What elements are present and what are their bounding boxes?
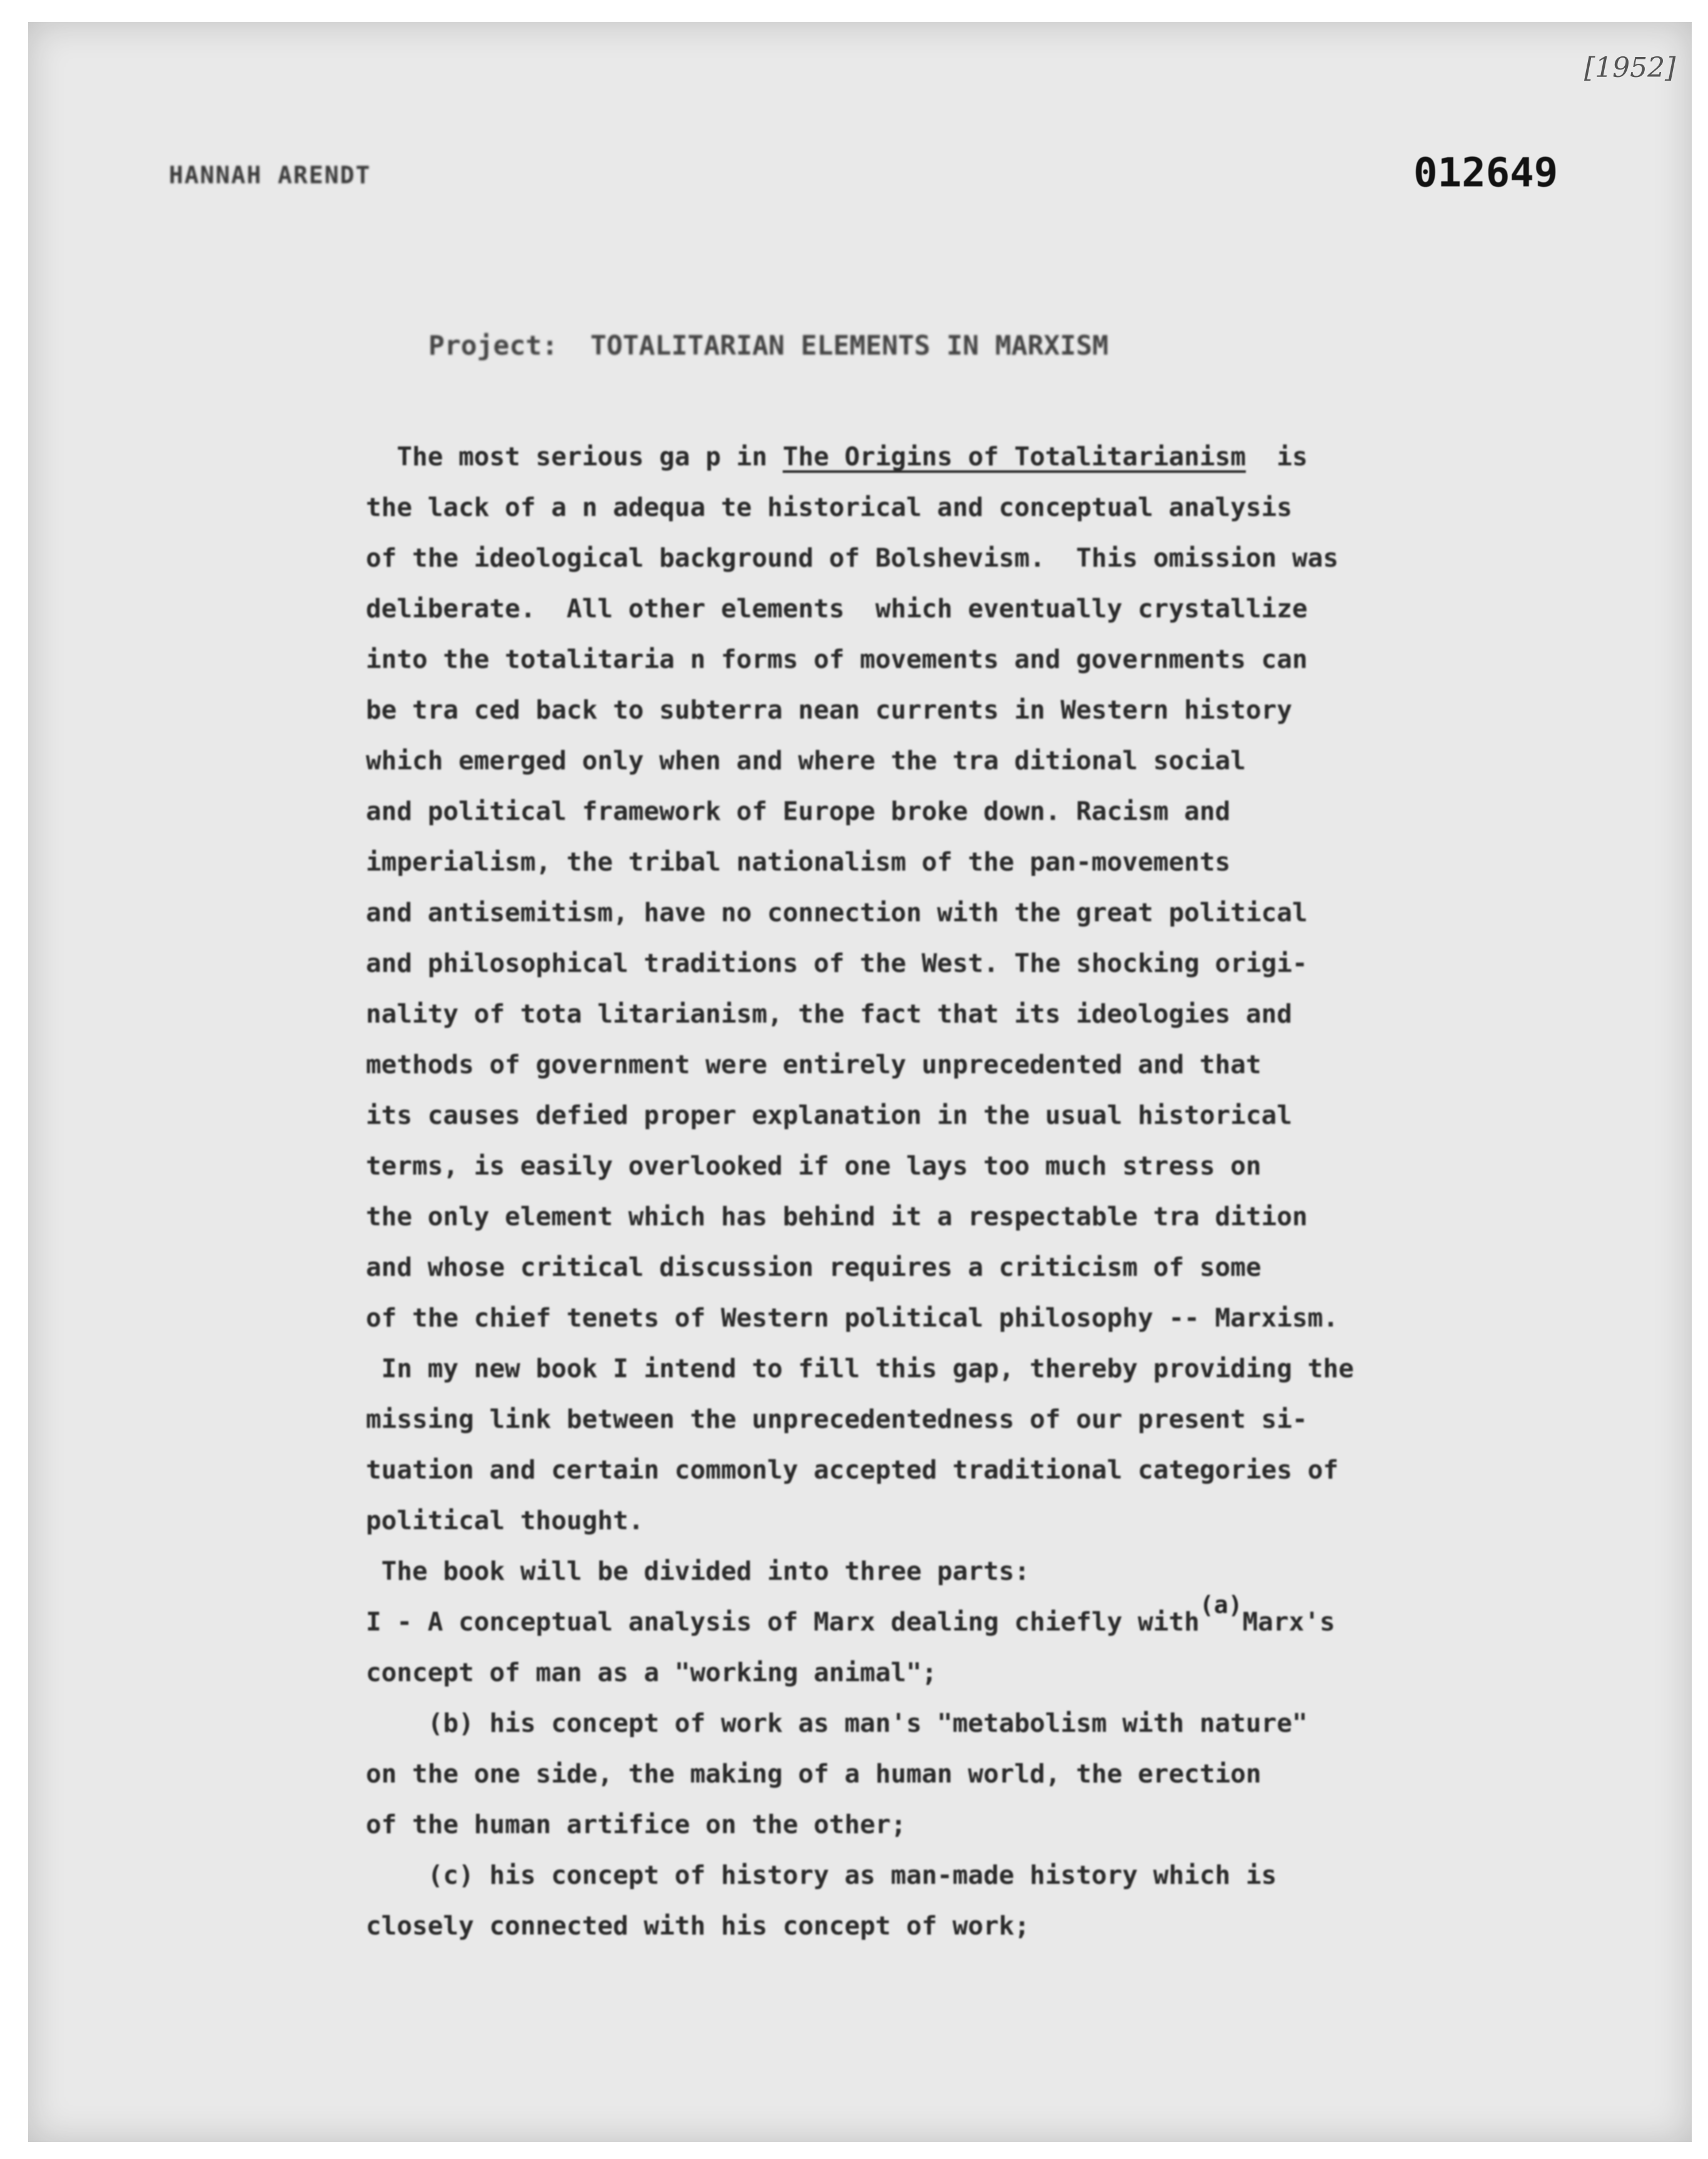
author-name: HANNAH ARENDT xyxy=(169,161,371,189)
paragraph-1-line: the only element which has behind it a respectable tra dition xyxy=(366,1201,1308,1231)
paragraph-1-lead: The most serious ga p in xyxy=(366,442,783,472)
part-1-line: concept of man as a "working animal"; xyxy=(366,1657,937,1687)
item-c-line: (c) his concept of history as man-made history which is xyxy=(366,1860,1277,1890)
paragraph-1-line: its causes defied proper explanation in the usual historical xyxy=(366,1100,1293,1130)
paragraph-2-line: tuation and certain commonly accepted traditional categories of xyxy=(366,1455,1339,1485)
item-b-line: on the one side, the making of a human world, the erection xyxy=(366,1759,1261,1789)
paragraph-1-line: and antisemitism, have no connection with the great political xyxy=(366,897,1308,928)
paragraph-1-line: of the ideological background of Bolshevism. This omission was xyxy=(366,543,1339,573)
paragraph-1-line: methods of government were entirely unprecedented and that xyxy=(366,1049,1261,1080)
paragraph-1-line: nality of tota litarianism, the fact that its ideologies and xyxy=(366,999,1293,1029)
paragraph-1-line: the lack of a n adequa te historical and conceptual analysis xyxy=(366,492,1293,522)
paragraph-1-line: and philosophical traditions of the West. The shocking origi- xyxy=(366,948,1308,978)
item-c-line: closely connected with his concept of work; xyxy=(366,1911,1030,1941)
document-number: 012649 xyxy=(1413,150,1559,196)
paragraph-1-line: terms, is easily overlooked if one lays too much stress on xyxy=(366,1151,1261,1181)
paragraph-1-line: and political framework of Europe broke down. Racism and xyxy=(366,796,1231,826)
paragraph-1-line: into the totalitaria n forms of movements and governments can xyxy=(366,644,1308,674)
part-1-lead: I - A conceptual analysis of Marx dealing chiefly with xyxy=(366,1607,1200,1637)
paragraph-1-line: deliberate. All other elements which eventually crystallize xyxy=(366,594,1308,624)
project-heading: Project: TOTALITARIAN ELEMENTS IN MARXISM xyxy=(428,330,1109,362)
document-body xyxy=(366,432,1667,1951)
part-1-tail: Marx's xyxy=(1242,1607,1335,1637)
paragraph-2-line: In my new book I intend to fill this gap, thereby providing the xyxy=(366,1353,1354,1383)
paragraph-1-line: of the chief tenets of Western political philosophy -- Marxism. xyxy=(366,1303,1339,1333)
part-1-first-line xyxy=(366,1591,1667,1647)
paragraph-1-line: imperialism, the tribal nationalism of the pan-movements xyxy=(366,847,1231,877)
document-page xyxy=(28,22,1692,2142)
paragraph-3-line: The book will be divided into three parts: xyxy=(366,1556,1030,1586)
handwritten-annotation: (a) xyxy=(1199,1591,1243,1619)
paragraph-1-first-line xyxy=(366,432,1667,482)
item-b-line: of the human artifice on the other; xyxy=(366,1809,906,1839)
book-title: The Origins of Totalitarianism xyxy=(782,442,1246,472)
paragraph-1-line: be tra ced back to subterra nean currents in Western history xyxy=(366,695,1293,725)
handwritten-date-note: [1952] xyxy=(1584,52,1676,84)
paragraph-1-line: and whose critical discussion requires a criticism of some xyxy=(366,1252,1261,1282)
item-b-line: (b) his concept of work as man's "metabolism with nature" xyxy=(366,1708,1308,1738)
paragraph-1-tail: is xyxy=(1246,442,1308,472)
paragraph-1-line: which emerged only when and where the tra ditional social xyxy=(366,746,1246,776)
paragraph-2-line: missing link between the unprecedentedness of our present si- xyxy=(366,1404,1308,1434)
paragraph-2-line: political thought. xyxy=(366,1505,644,1535)
